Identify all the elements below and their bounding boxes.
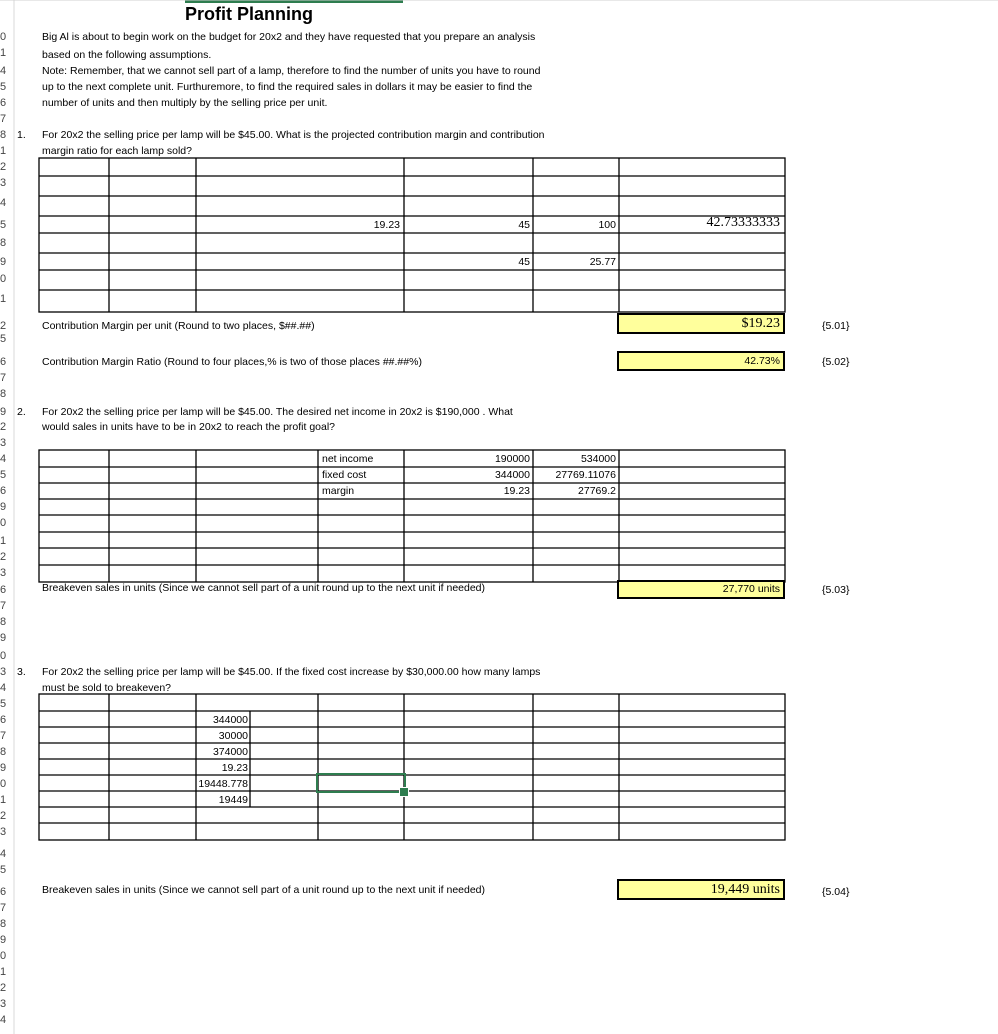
row-header[interactable]: 1 — [0, 535, 7, 547]
row-header[interactable]: 8 — [0, 918, 7, 930]
fill-handle[interactable] — [399, 787, 409, 797]
q1-ratio-answer[interactable]: 42.73% — [617, 351, 785, 371]
row-header[interactable]: 6 — [0, 584, 7, 596]
row-header[interactable]: 0 — [0, 31, 7, 43]
q3-cell-increase[interactable]: 30000 — [218, 730, 248, 742]
row-header[interactable]: 4 — [0, 65, 7, 77]
q3-breakeven-label: Breakeven sales in units (Since we cannot sell part of a unit round up to the next unit if needed) — [42, 884, 486, 896]
row-header[interactable]: 7 — [0, 902, 7, 914]
row-header[interactable]: 0 — [0, 273, 7, 285]
q2-cell-total[interactable]: 534000 — [580, 453, 616, 465]
row-header[interactable]: 0 — [0, 950, 7, 962]
row-header[interactable]: 3 — [0, 826, 7, 838]
row-header[interactable]: 3 — [0, 567, 7, 579]
row-header[interactable]: 9 — [0, 632, 7, 644]
row-header[interactable]: 4 — [0, 197, 7, 209]
row-header[interactable]: 7 — [0, 600, 7, 612]
row-header[interactable]: 2 — [0, 551, 7, 563]
row-header[interactable]: 6 — [0, 485, 7, 497]
intro-line-1: Big Al is about to begin work on the budget for 20x2 and they have requested that you prepare an analysis — [42, 31, 536, 43]
row-header[interactable]: 4 — [0, 682, 7, 694]
q3-cell-margin[interactable]: 19.23 — [221, 762, 248, 774]
row-header[interactable]: 6 — [0, 886, 7, 898]
page-title: Profit Planning — [185, 4, 313, 24]
q1-ratio-code: {5.02} — [822, 356, 850, 368]
q1-cell-price[interactable]: 45 — [518, 219, 530, 231]
q1-cell-price-2[interactable]: 45 — [518, 256, 530, 268]
row-header[interactable]: 8 — [0, 129, 7, 141]
row-header[interactable]: 2 — [0, 161, 7, 173]
q1-cell-ratio-raw[interactable]: 42.73333333 — [706, 215, 780, 230]
q3-breakeven-answer[interactable]: 19,449 units — [617, 879, 785, 900]
q2-label-margin[interactable]: margin — [322, 485, 355, 497]
row-header[interactable]: 0 — [0, 778, 7, 790]
row-header[interactable]: 2 — [0, 982, 7, 994]
q2-cell-units-rounded[interactable]: 27769.2 — [578, 485, 616, 497]
q1-number: 1. — [17, 129, 26, 141]
q3-cell-units-rounded[interactable]: 19449 — [218, 794, 248, 806]
q2-breakeven-label: Breakeven sales in units (Since we cannot sell part of a unit round up to the next unit if needed) — [42, 582, 486, 594]
intro-line-5: number of units and then multiply by the selling price per unit. — [42, 97, 328, 109]
q2-number: 2. — [17, 406, 26, 418]
row-header[interactable]: 7 — [0, 730, 7, 742]
row-header[interactable]: 8 — [0, 746, 7, 758]
q1-text-1: For 20x2 the selling price per lamp will be $45.00. What is the projected contribution margin and contribution — [42, 129, 545, 141]
row-header[interactable]: 5 — [0, 81, 7, 93]
q1-ratio-label: Contribution Margin Ratio (Round to four places,% is two of those places ##.##%) — [42, 356, 422, 368]
q2-text-1: For 20x2 the selling price per lamp will be $45.00. The desired net income in 20x2 is $190,000 . What — [42, 406, 513, 418]
row-header[interactable]: 2 — [0, 320, 7, 332]
q1-cm-label: Contribution Margin per unit (Round to two places, $##.##) — [42, 320, 315, 332]
row-header[interactable]: 2 — [0, 421, 7, 433]
row-header[interactable]: 7 — [0, 113, 7, 125]
q1-cell-cm[interactable]: 19.23 — [373, 219, 400, 231]
row-header[interactable]: 8 — [0, 388, 7, 400]
row-header[interactable]: 3 — [0, 437, 7, 449]
row-header[interactable]: 1 — [0, 293, 7, 305]
row-header[interactable]: 0 — [0, 517, 7, 529]
row-header[interactable]: 3 — [0, 666, 7, 678]
row-header[interactable]: 9 — [0, 762, 7, 774]
row-header[interactable]: 4 — [0, 848, 7, 860]
q3-text-2: must be sold to breakeven? — [42, 682, 171, 694]
q2-text-2: would sales in units have to be in 20x2 to reach the profit goal? — [42, 421, 336, 433]
row-header[interactable]: 4 — [0, 453, 7, 465]
row-header[interactable]: 3 — [0, 177, 7, 189]
q3-cell-fixed-cost[interactable]: 344000 — [212, 714, 248, 726]
row-header[interactable]: 5 — [0, 219, 7, 231]
row-header[interactable]: 9 — [0, 256, 7, 268]
q2-cell-net-income[interactable]: 190000 — [494, 453, 530, 465]
intro-line-3: Note: Remember, that we cannot sell part of a lamp, therefore to find the number of units you have to round — [42, 65, 541, 77]
q1-cm-code: {5.01} — [822, 320, 850, 332]
row-header[interactable]: 6 — [0, 356, 7, 368]
q3-number: 3. — [17, 666, 26, 678]
q2-breakeven-answer[interactable]: 27,770 units — [617, 580, 785, 599]
row-header[interactable]: 8 — [0, 237, 7, 249]
q2-label-fixed-cost[interactable]: fixed cost — [322, 469, 367, 481]
q1-cell-100[interactable]: 100 — [598, 219, 616, 231]
active-cell-selection[interactable] — [316, 773, 406, 793]
intro-line-2: based on the following assumptions. — [42, 49, 212, 61]
row-header[interactable]: 6 — [0, 97, 7, 109]
q1-text-2: margin ratio for each lamp sold? — [42, 145, 192, 157]
row-header[interactable]: 5 — [0, 333, 7, 345]
row-header[interactable]: 1 — [0, 966, 7, 978]
row-header[interactable]: 8 — [0, 616, 7, 628]
q1-cell-vc[interactable]: 25.77 — [589, 256, 616, 268]
q3-text-1: For 20x2 the selling price per lamp will be $45.00. If the fixed cost increase by $30,000.00 how many lamps — [42, 666, 541, 678]
q3-cell-units-raw[interactable]: 19448.778 — [198, 778, 248, 790]
row-header[interactable]: 7 — [0, 372, 7, 384]
row-header[interactable]: 5 — [0, 469, 7, 481]
row-header[interactable]: 6 — [0, 714, 7, 726]
row-header[interactable]: 9 — [0, 501, 7, 513]
q2-breakeven-code: {5.03} — [822, 584, 850, 596]
q1-cm-answer[interactable]: $19.23 — [617, 313, 785, 334]
row-header[interactable]: 3 — [0, 998, 7, 1010]
row-header[interactable]: 4 — [0, 1014, 7, 1026]
q3-cell-new-fixed[interactable]: 374000 — [212, 746, 248, 758]
q2-cell-fixed-cost[interactable]: 344000 — [494, 469, 530, 481]
row-header[interactable]: 0 — [0, 650, 7, 662]
q3-breakeven-code: {5.04} — [822, 886, 850, 898]
row-header[interactable]: 9 — [0, 406, 7, 418]
row-header[interactable]: 1 — [0, 794, 7, 806]
row-header[interactable]: 5 — [0, 698, 7, 710]
row-header[interactable]: 9 — [0, 934, 7, 946]
q2-cell-units-raw[interactable]: 27769.11076 — [555, 469, 616, 481]
row-header[interactable]: 1 — [0, 47, 7, 59]
row-header[interactable]: 1 — [0, 145, 7, 157]
row-header[interactable]: 5 — [0, 864, 7, 876]
q2-label-net-income[interactable]: net income — [322, 453, 374, 465]
row-header[interactable]: 2 — [0, 810, 7, 822]
intro-line-4: up to the next complete unit. Furthuremore, to find the required sales in dollars it may be easier to find the — [42, 81, 533, 93]
q2-cell-margin[interactable]: 19.23 — [503, 485, 530, 497]
